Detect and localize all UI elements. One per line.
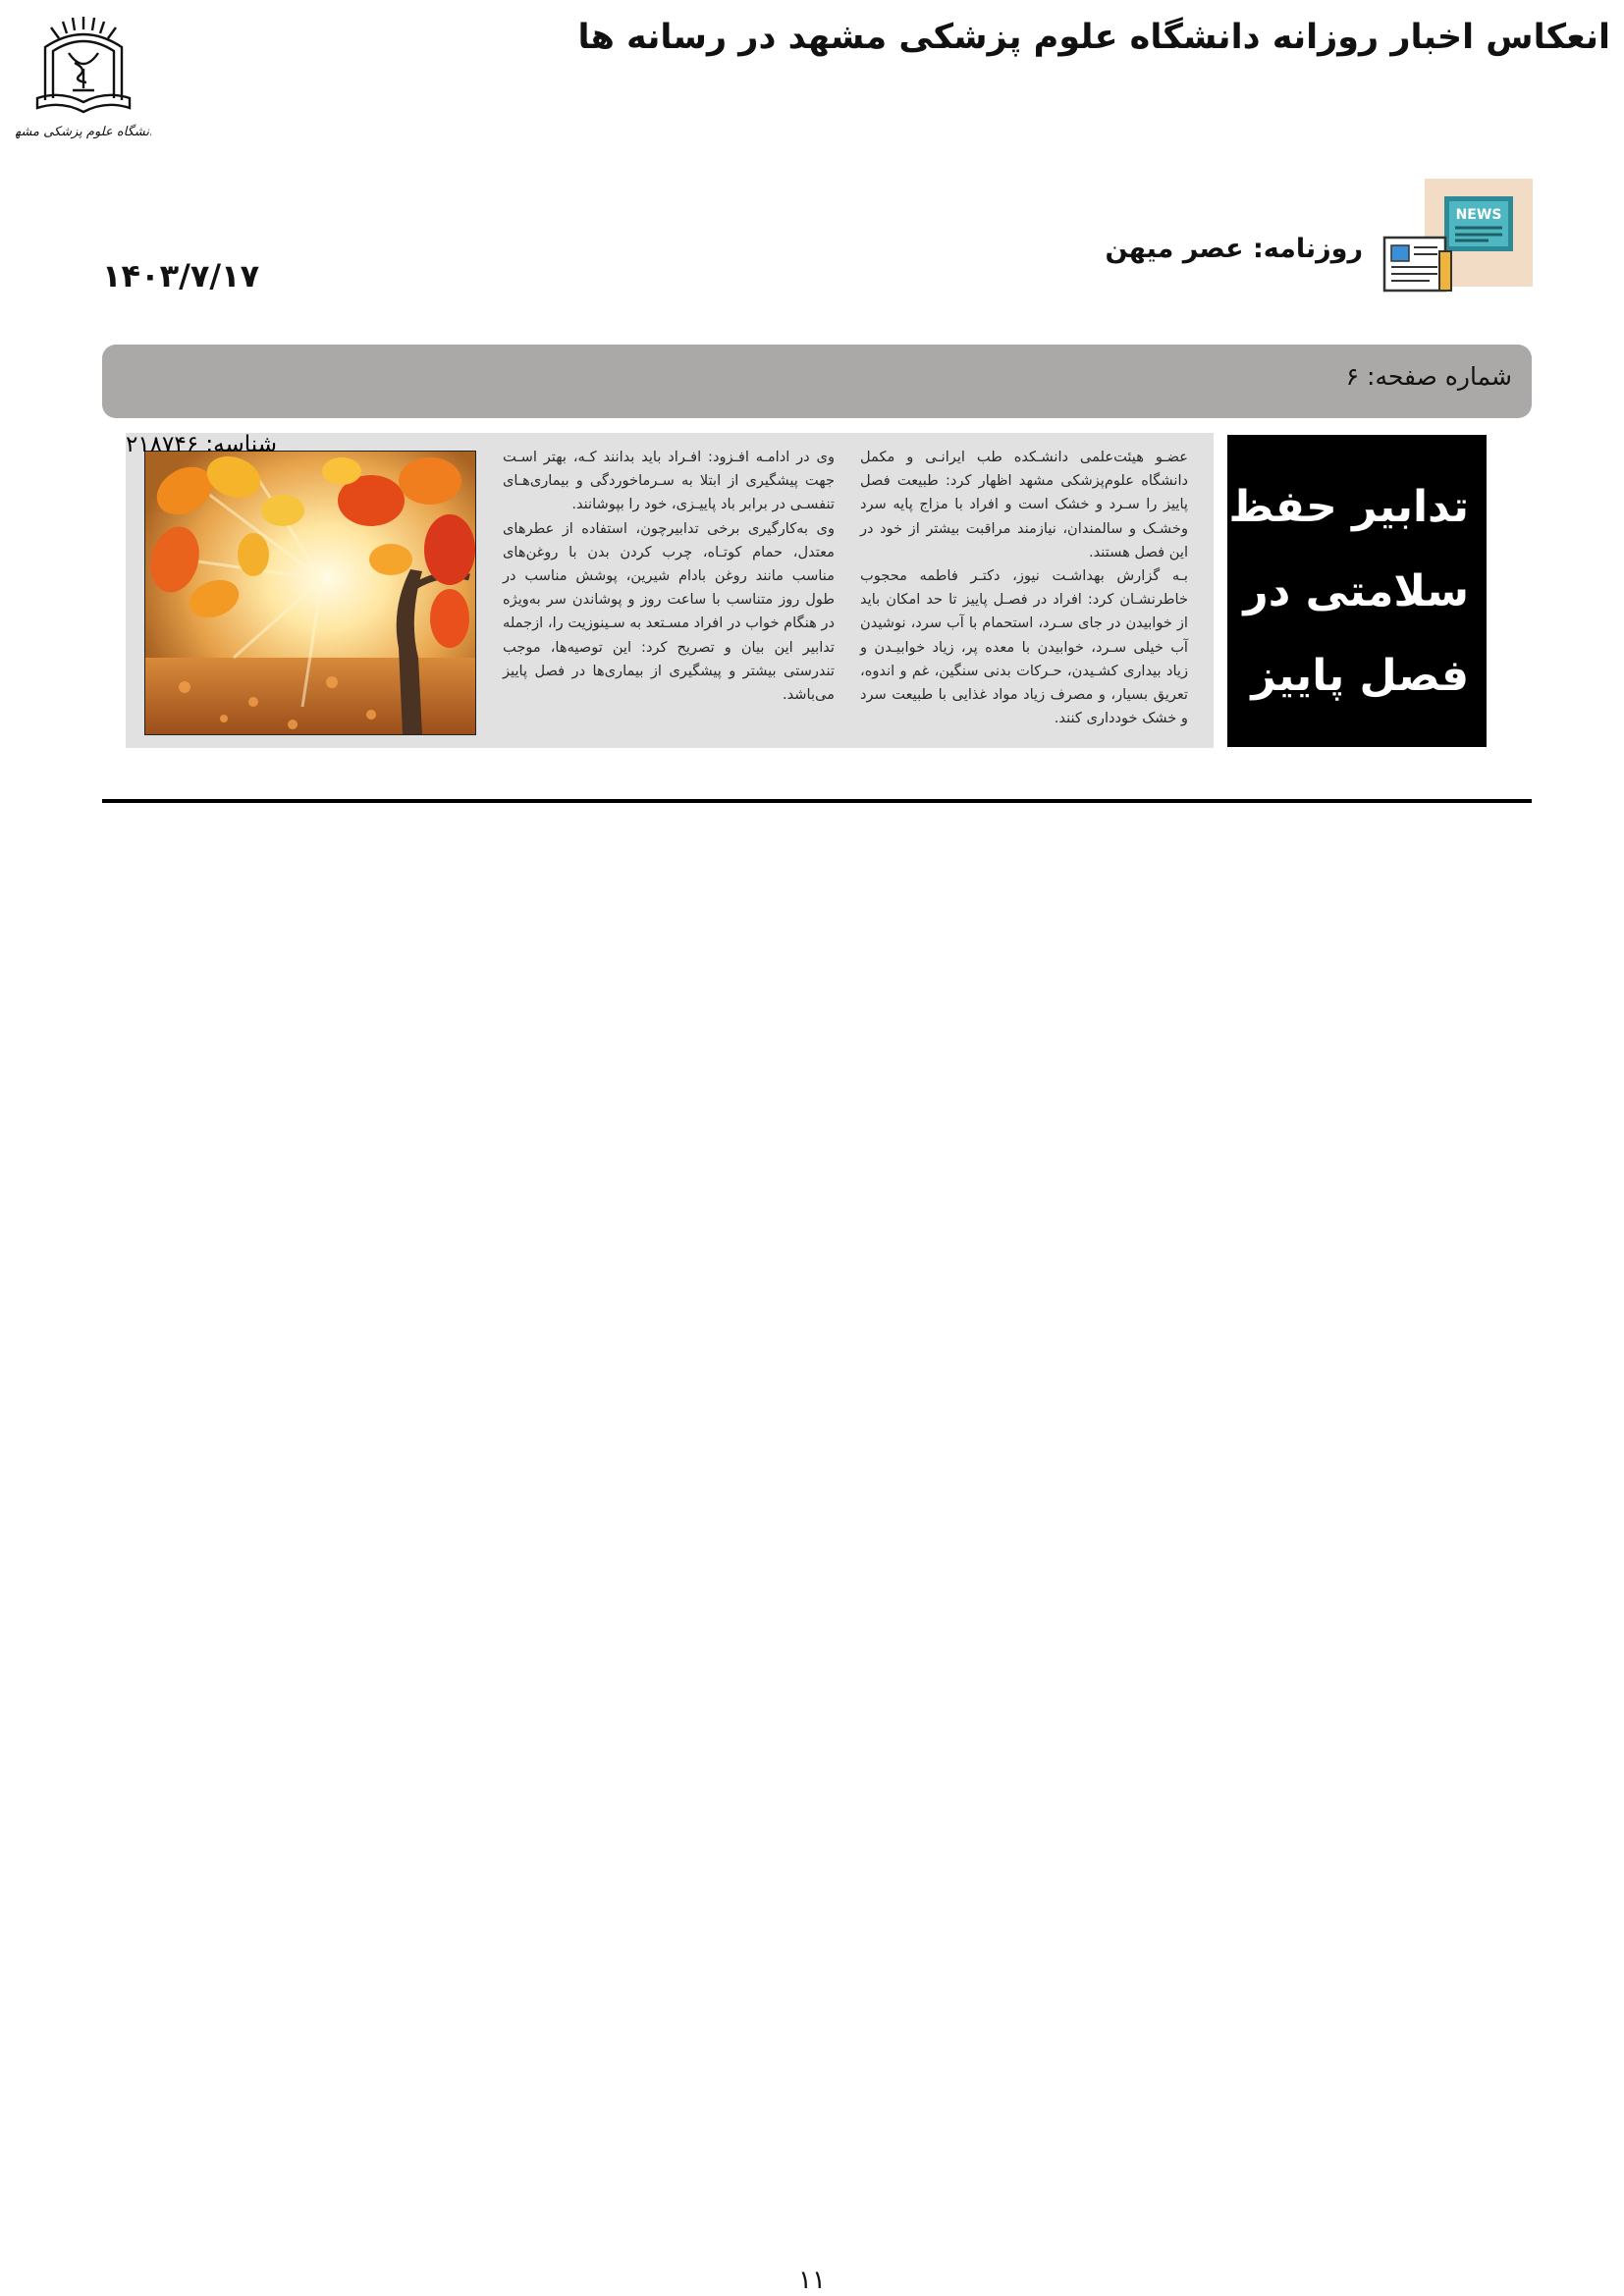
news-icon-text: NEWS (1455, 207, 1502, 223)
page-number: شماره صفحه: ۶ (1345, 362, 1512, 391)
svg-text:دانشگاه علوم پزشکی مشهد: دانشگاه علوم پزشکی مشهد (16, 125, 151, 139)
newspaper-name: روزنامه: عصر میهن (1105, 234, 1363, 264)
autumn-leaves-photo (144, 451, 476, 735)
newspaper-icon (1371, 175, 1536, 294)
page-number-bar (102, 345, 1532, 418)
issue-date: ۱۴۰۳/۷/۱۷ (102, 257, 260, 294)
article-headline (1227, 435, 1487, 747)
page-title: انعکاس اخبار روزانه دانشگاه علوم پزشکی مشهد در رسانه ها (577, 18, 1610, 57)
headline-line: تدابیر حفظ (1228, 482, 1469, 532)
article-paragraph: عضـو هیئت‌علمی دانشـکده طب ایرانـی و مکمل دانشگاه علوم‌پزشکی مشهد اظهار کرد: طبیعت فصل پاییز را سـرد و خشک است و افراد با مزاج پایه سرد وخشـک و سالمندان، نیازمند مراقبت بیشتر از خود در این فصل هستند. (860, 449, 1188, 561)
article-paragraph: وی در ادامـه افـزود: افـراد باید بدانند کـه، بهتر اسـت جهت پیشگیری از ابتلا به سـرماخوردگی و بیماری‌هـای تنفسـی در برابر باد پاییـزی، خود را بپوشانند. (503, 449, 835, 513)
university-emblem-icon (16, 14, 151, 143)
clipping-id: شناسه: ۲۱۸۷۴۶ (126, 432, 278, 457)
divider (102, 799, 1532, 803)
headline-line: سلامتی در (1243, 566, 1469, 616)
headline-line: فصل پاییز (1251, 651, 1469, 701)
article-paragraph: وی به‌کارگیری برخی تدابیرچون، استفاده از عطرهای معتدل، حمام کوتـاه، چرب کردن بدن با روغن‌های مناسب مانند روغن بادام شیرین، پوشش مناسب در طول روز متناسب با ساعت روز و پوشاندن سر به‌ویژه در هنگام خواب در افراد مسـتعد به سـینوزیت را، ازجمله تدابیر این بیان و تصریح کرد: این توصیه‌ها، موجب تندرستی بیشتر و پیشگیری از بیماری‌ها در فصل پاییز می‌باشد. (503, 519, 835, 704)
page-footer-number: ۱۱ (798, 2266, 826, 2295)
article-column-left (503, 446, 835, 707)
article-paragraph: بـه گزارش بهداشـت نیوز، دکتـر فاطمه محجوب خاطرنشـان کرد: افراد در فصـل پاییز تا حد امکان باید از خوابیدن در جای سـرد، استحمام با آب سرد، نوشیدن آب خیلی سـرد، خوابیدن با معده پر، زیاد خوابیـدن و زیاد بیداری کشـیدن، حـرکات بدنی سنگین، غم و اندوه، تعریق بسیار، و مصرف زیاد مواد غذایی با طبیعت سرد و خشک خودداری کنند. (860, 567, 1188, 727)
article-column-right (860, 446, 1188, 730)
